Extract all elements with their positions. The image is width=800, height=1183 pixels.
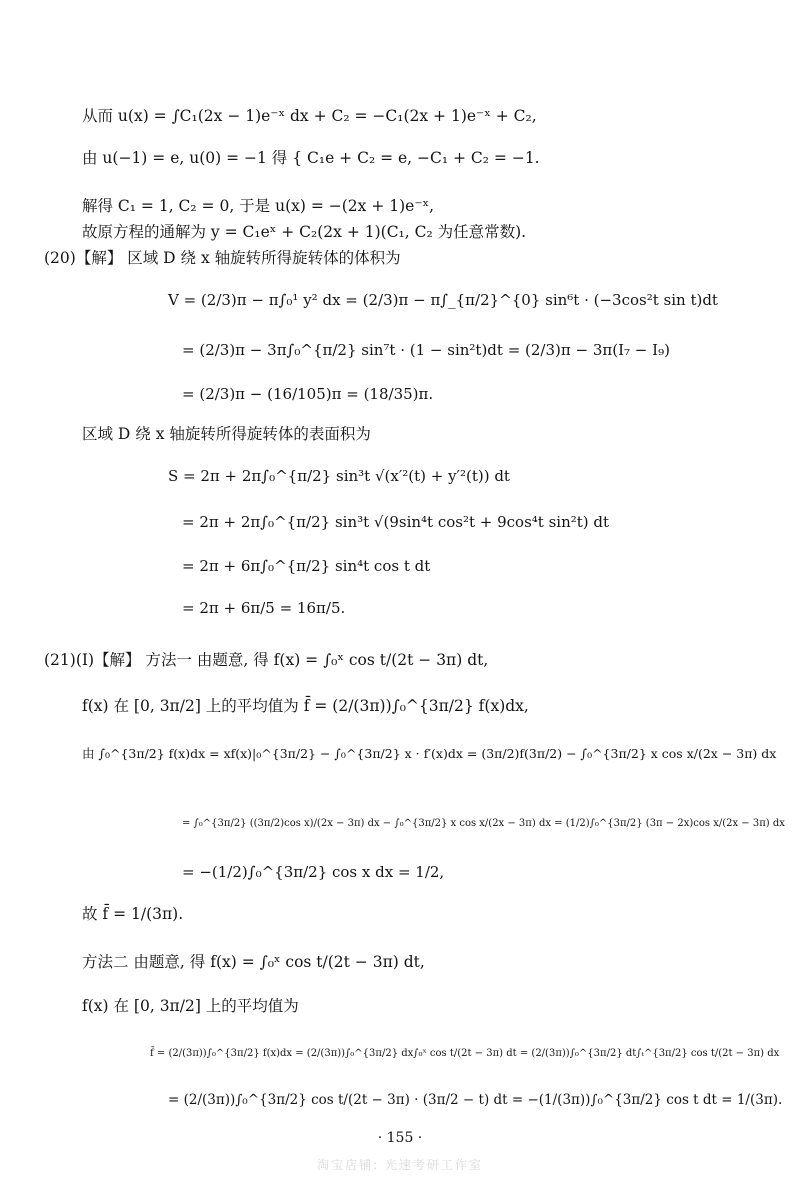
equation-method2-1: f̄ = (2/(3π))∫₀^{3π/2} f(x)dx = (2/(3π))∫₀^{3π/2} dx∫₀ˣ cos t/(2t − 3π) dt = (2/(3π))∫₀^{3π/2} dt∫ₜ^{3π/2} cos t/(2t − 3π) dx [150,1048,780,1059]
equation-method2-2: = (2/(3π))∫₀^{3π/2} cos t/(2t − 3π) · (3π/2 − t) dt = −(1/(3π))∫₀^{3π/2} cos t dt = 1/(3π). [168,1092,783,1108]
text-line-3: 解得 C₁ = 1, C₂ = 0, 于是 u(x) = −(2x + 1)e⁻ˣ, [82,197,435,215]
equation-method1-1: 由 ∫₀^{3π/2} f(x)dx = xf(x)|₀^{3π/2} − ∫₀^{3π/2} x · f′(x)dx = (3π/2)f(3π/2) − ∫₀^{3π/2} x cos x/(2x − 3π) dx [82,746,777,761]
equation-method1-2: = ∫₀^{3π/2} ((3π/2)cos x)/(2x − 3π) dx − ∫₀^{3π/2} x cos x/(2x − 3π) dx = (1/2)∫₀^{3π/2} (3π − 2x)cos x/(2x − 3π) dx [182,818,785,829]
equation-surface-1: S = 2π + 2π∫₀^{π/2} sin³t √(x′²(t) + y′²(t)) dt [168,467,510,485]
equation-surface-3: = 2π + 6π∫₀^{π/2} sin⁴t cos t dt [182,557,431,575]
section-21-heading: (21)(Ⅰ)【解】 方法一 由题意, 得 f(x) = ∫₀ˣ cos t/(2t − 3π) dt, [44,651,489,669]
text-line-surface: 区域 D 绕 x 轴旋转所得旋转体的表面积为 [82,425,371,443]
equation-surface-4: = 2π + 6π/5 = 16π/5. [182,599,346,617]
equation-volume-1: V = (2/3)π − π∫₀¹ y² dx = (2/3)π − π∫_{π/2}^{0} sin⁶t · (−3cos²t sin t)dt [168,291,718,309]
text-line-2: 由 u(−1) = e, u(0) = −1 得 { C₁e + C₂ = e, −C₁ + C₂ = −1. [82,149,540,167]
equation-method1-3: = −(1/2)∫₀^{3π/2} cos x dx = 1/2, [182,863,445,881]
text-line-mean-1: f(x) 在 [0, 3π/2] 上的平均值为 f̄ = (2/(3π))∫₀^{3π/2} f(x)dx, [82,697,529,715]
text-line-conclusion-1: 故 f̄ = 1/(3π). [82,905,184,923]
equation-volume-3: = (2/3)π − (16/105)π = (18/35)π. [182,385,434,403]
section-20-heading: (20)【解】 区域 D 绕 x 轴旋转所得旋转体的体积为 [44,249,401,267]
text-line-1: 从而 u(x) = ∫C₁(2x − 1)e⁻ˣ dx + C₂ = −C₁(2x + 1)e⁻ˣ + C₂, [82,107,537,125]
equation-surface-2: = 2π + 2π∫₀^{π/2} sin³t √(9sin⁴t cos²t + 9cos⁴t sin²t) dt [182,513,610,531]
text-line-mean-2: f(x) 在 [0, 3π/2] 上的平均值为 [82,997,299,1015]
page-number: · 155 · [377,1130,423,1146]
text-line-4: 故原方程的通解为 y = C₁eˣ + C₂(2x + 1)(C₁, C₂ 为任意常数). [82,223,527,241]
equation-volume-2: = (2/3)π − 3π∫₀^{π/2} sin⁷t · (1 − sin²t)dt = (2/3)π − 3π(I₇ − I₉) [182,341,670,359]
method2-heading: 方法二 由题意, 得 f(x) = ∫₀ˣ cos t/(2t − 3π) dt, [82,953,425,971]
watermark: 淘宝店铺: 光速考研工作室 [317,1158,483,1172]
